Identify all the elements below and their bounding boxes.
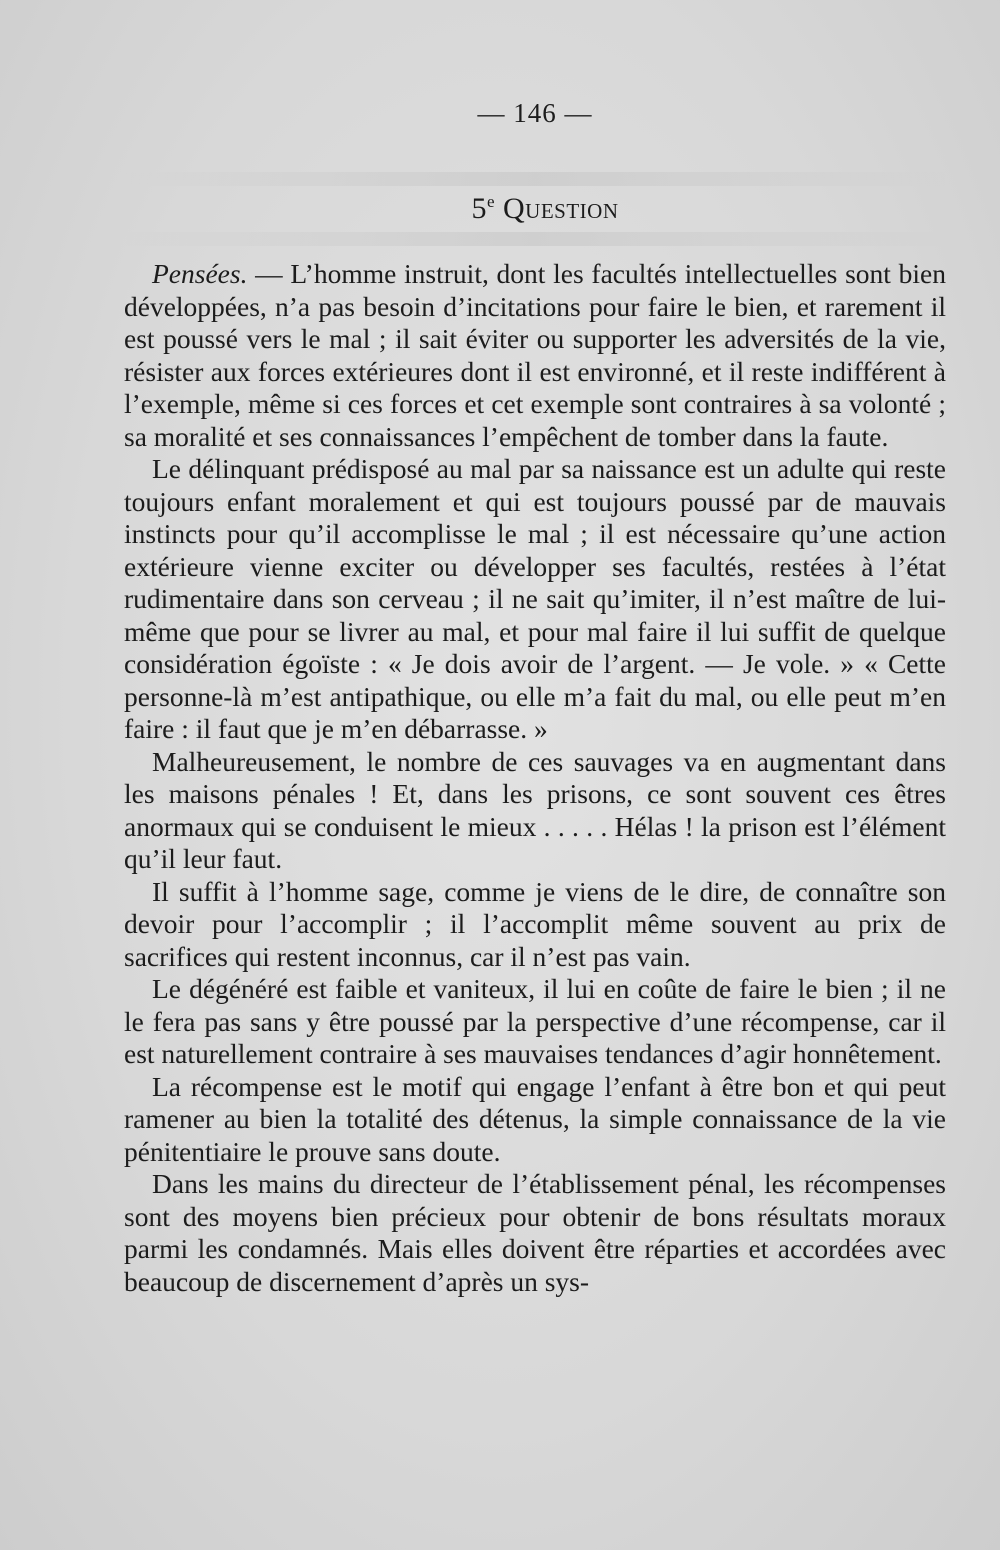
paragraph-3: Malheureusement, le nombre de ces sauvages va en augmentant dans les maisons pénales ! Et, dans les prisons, ce sont souvent ces êtres anormaux qui se conduisent le mieux . . . . . Hélas ! la prison est l’élément qu’il leur faut.	[124, 745, 946, 874]
lead-word: Pensées.	[152, 258, 248, 289]
bleed-through-shadow	[120, 172, 950, 186]
paragraph-6: La récompense est le motif qui engage l’enfant à être bon et qui peut ramener au bien la totalité des détenus, la simple connaissance de la vie pénitentiaire le prouve sans doute.	[124, 1070, 946, 1167]
bleed-through-shadow	[120, 232, 950, 246]
paragraph-5: Le dégénéré est faible et vaniteux, il lui en coûte de faire le bien ; il ne le fera pas sans y être poussé par la perspective d’une récompense, car il est naturellement contraire à ses mauvaises tendances d’agir honnêtement.	[124, 973, 946, 1069]
section-heading	[0, 192, 1000, 226]
paragraph-4: Il suffit à l’homme sage, comme je viens de le dire, de connaître son devoir pour l’accomplir ; il l’accomplit même souvent au prix de sacrifices qui restent inconnus, car il n’est pas vain.	[124, 875, 946, 972]
paragraph-7: Dans les mains du directeur de l’établissement pénal, les récompenses sont des moyens bien précieux pour obtenir de bons résultats moraux parmi les condamnés. Mais elles doivent être réparties et accordées avec beaucoup de discernement d’après un sys-	[124, 1168, 946, 1297]
heading-superscript: e	[486, 192, 496, 211]
heading-number: 5	[471, 192, 487, 225]
paragraph-2: Le délinquant prédisposé au mal par sa naissance est un adulte qui reste toujours enfant moralement et qui est toujours poussé par de mauvais instincts pour qu’il accomplisse le mal ; il est nécessaire qu’une action extérieure vienne exciter ou développer ses facultés, restées à l’état rudimentaire dans son cerveau ; il ne sait qu’imiter, il n’est maître de lui-même que pour se livrer au mal, et pour mal faire il lui suffit de quelque considération égoïste : « Je dois avoir de l’argent. — Je vole. » « Cette personne-là m’est antipathique, ou elle m’a fait du mal, ou elle peut m’en faire : il faut que je m’en débarrasse. »	[124, 453, 946, 744]
page-number: — 146 —	[477, 98, 593, 128]
body-text	[124, 258, 946, 1298]
paragraph-1-text: — L’homme instruit, dont les facultés intellectuelles sont bien développées, n’a pas besoin d’incitations pour faire le bien, et rarement il est poussé vers le mal ; il sait éviter ou supporter les adversités de la vie, résister aux forces extérieures dont il est environné, et il reste indifférent à l’exemple, même si ces forces et cet exemple sont contraires à sa volonté ; sa moralité et ses connaissances l’empêchent de tomber dans la faute.	[124, 258, 946, 452]
heading-word: Question	[503, 192, 619, 225]
paragraph-1	[124, 258, 946, 453]
